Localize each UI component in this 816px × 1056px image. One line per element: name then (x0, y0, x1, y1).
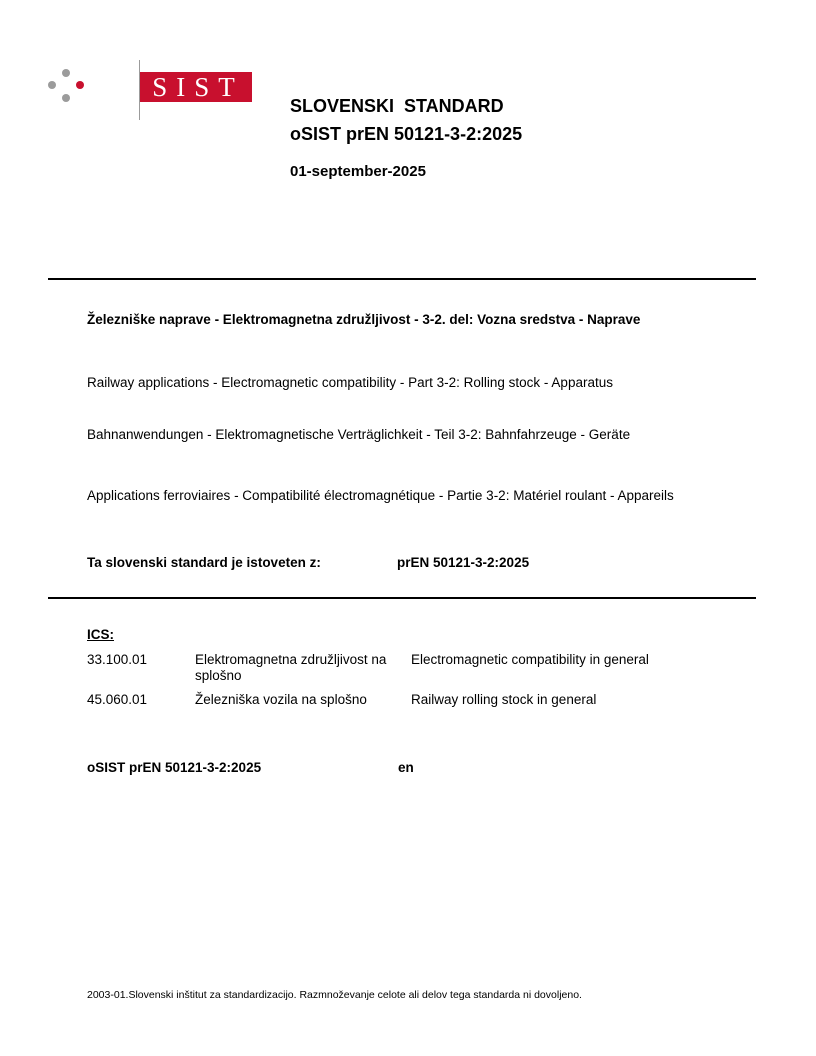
ics-description-sl: Železniška vozila na splošno (195, 692, 367, 707)
footer-document-id: oSIST prEN 50121-3-2:2025 (87, 760, 262, 775)
identical-label: Ta slovenski standard je istoveten z: (87, 555, 321, 570)
ics-code: 45.060.01 (87, 692, 148, 707)
ics-description-sl: Elektromagnetna združljivost na splošno (195, 652, 387, 683)
divider-top (48, 278, 756, 280)
divider-bottom (48, 597, 756, 599)
ics-description-en: Railway rolling stock in general (411, 692, 597, 707)
document-id: oSIST prEN 50121-3-2:2025 (290, 124, 523, 144)
logo-dot-icon (48, 81, 56, 89)
copyright-notice: 2003-01.Slovenski inštitut za standardizacijo. Razmnoževanje celote ali delov tega standarda ni dovoljeno. (87, 989, 582, 1001)
logo-dot-icon (76, 81, 84, 89)
ics-label: ICS: (87, 627, 114, 642)
title-slovenian: Železniške naprave - Elektromagnetna združljivost - 3-2. del: Vozna sredstva - Naprave (87, 312, 641, 327)
sist-logo (48, 60, 244, 120)
logo-text: SIST (152, 72, 244, 102)
logo-wordmark (140, 72, 252, 102)
title-french: Applications ferroviaires - Compatibilité électromagnétique - Partie 3-2: Matériel roulant - Appareils (87, 488, 674, 503)
footer-language: en (398, 760, 414, 775)
identical-value: prEN 50121-3-2:2025 (397, 555, 530, 570)
title-english: Railway applications - Electromagnetic compatibility - Part 3-2: Rolling stock - Apparatus (87, 375, 613, 390)
document-type: SLOVENSKI STANDARD (290, 96, 504, 116)
ics-code: 33.100.01 (87, 652, 148, 667)
ics-description-en: Electromagnetic compatibility in general (411, 652, 649, 667)
title-german: Bahnanwendungen - Elektromagnetische Verträglichkeit - Teil 3-2: Bahnfahrzeuge - Geräte (87, 427, 631, 442)
logo-dot-icon (62, 94, 70, 102)
logo-dot-icon (62, 69, 70, 77)
document-date: 01-september-2025 (290, 163, 426, 180)
